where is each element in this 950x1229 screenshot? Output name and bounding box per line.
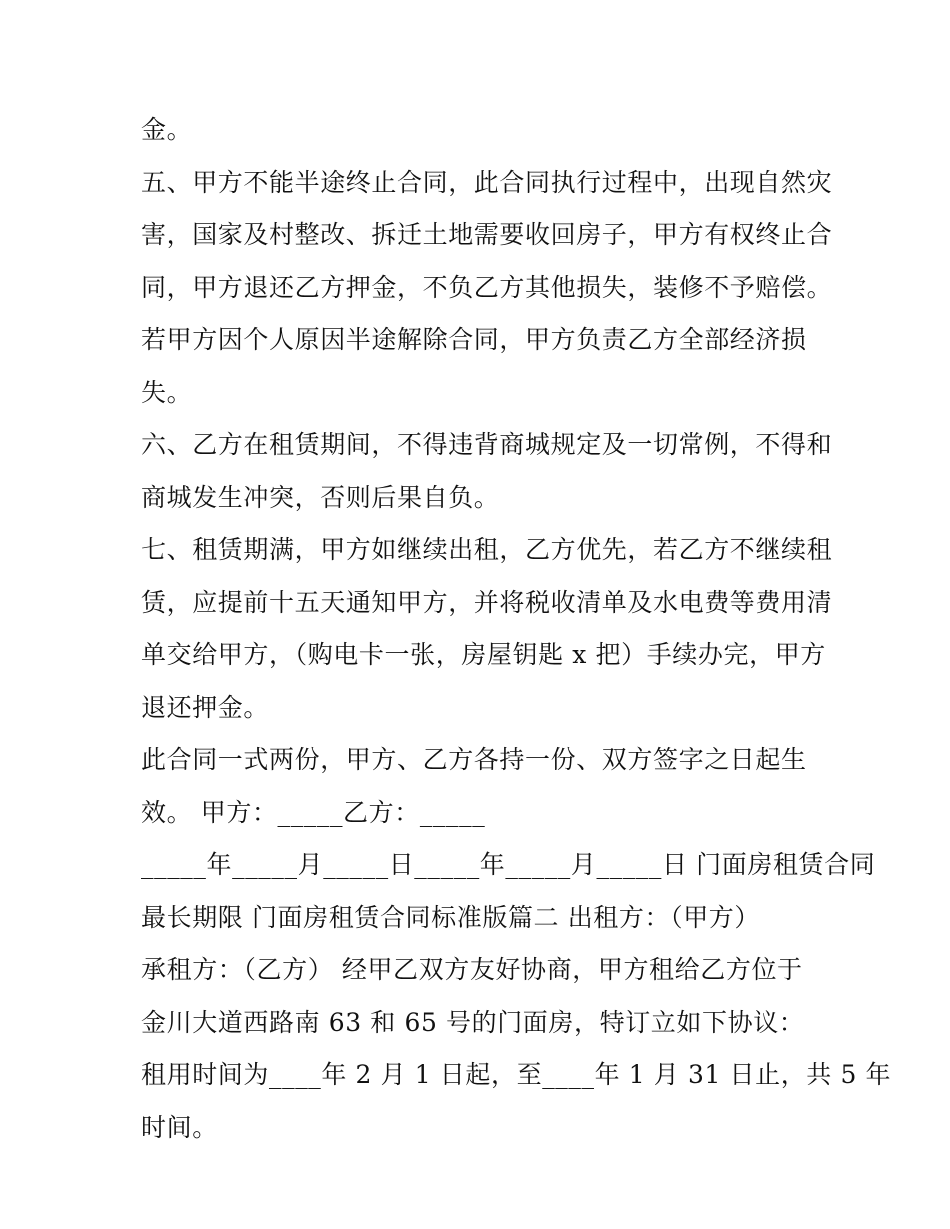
text-line: 效。 甲方：_____乙方：_____ xyxy=(141,797,486,827)
text-line: 退还押金。 xyxy=(141,692,270,722)
text-line: 五、甲方不能半途终止合同，此合同执行过程中，出现自然灾 xyxy=(141,167,833,197)
text-line: 失。 xyxy=(141,377,193,407)
text-line: 租用时间为____年 2 月 1 日起，至____年 1 月 31 日止，共 5 年 xyxy=(141,1060,892,1089)
text-line: 时间。 xyxy=(141,1112,218,1142)
text-line: 害，国家及村整改、拆迁土地需要收回房子，甲方有权终止合 xyxy=(141,220,833,249)
text-line: 最长期限 门面房租赁合同标准版篇二 出租方：（甲方） xyxy=(141,902,760,932)
text-line: 商城发生冲突，否则后果自负。 xyxy=(141,482,500,512)
text-line: 承租方：（乙方） 经甲乙双方友好协商，甲方租给乙方位于 xyxy=(141,955,803,984)
text-line: _____年_____月_____日_____年_____月_____日 门面房租赁合同 xyxy=(141,850,876,879)
text-line: 六、乙方在租赁期间，不得违背商城规定及一切常例，不得和 xyxy=(141,430,833,459)
text-line: 同，甲方退还乙方押金，不负乙方其他损失，装修不予赔偿。 xyxy=(141,272,833,302)
text-line: 七、租赁期满，甲方如继续出租，乙方优先，若乙方不继续租 xyxy=(141,535,833,564)
text-line: 金川大道西路南 63 和 65 号的门面房，特订立如下协议： xyxy=(141,1007,805,1037)
text-line: 赁，应提前十五天通知甲方，并将税收清单及水电费等费用清 xyxy=(141,587,833,617)
text-line: 若甲方因个人原因半途解除合同，甲方负责乙方全部经济损 xyxy=(141,325,807,354)
text-line: 此合同一式两份，甲方、乙方各持一份、双方签字之日起生 xyxy=(141,745,807,774)
text-line: 单交给甲方，（购电卡一张，房屋钥匙 x 把）手续办完，甲方 xyxy=(141,640,826,669)
text-line: 金。 xyxy=(141,115,193,144)
document-body xyxy=(141,104,892,1154)
